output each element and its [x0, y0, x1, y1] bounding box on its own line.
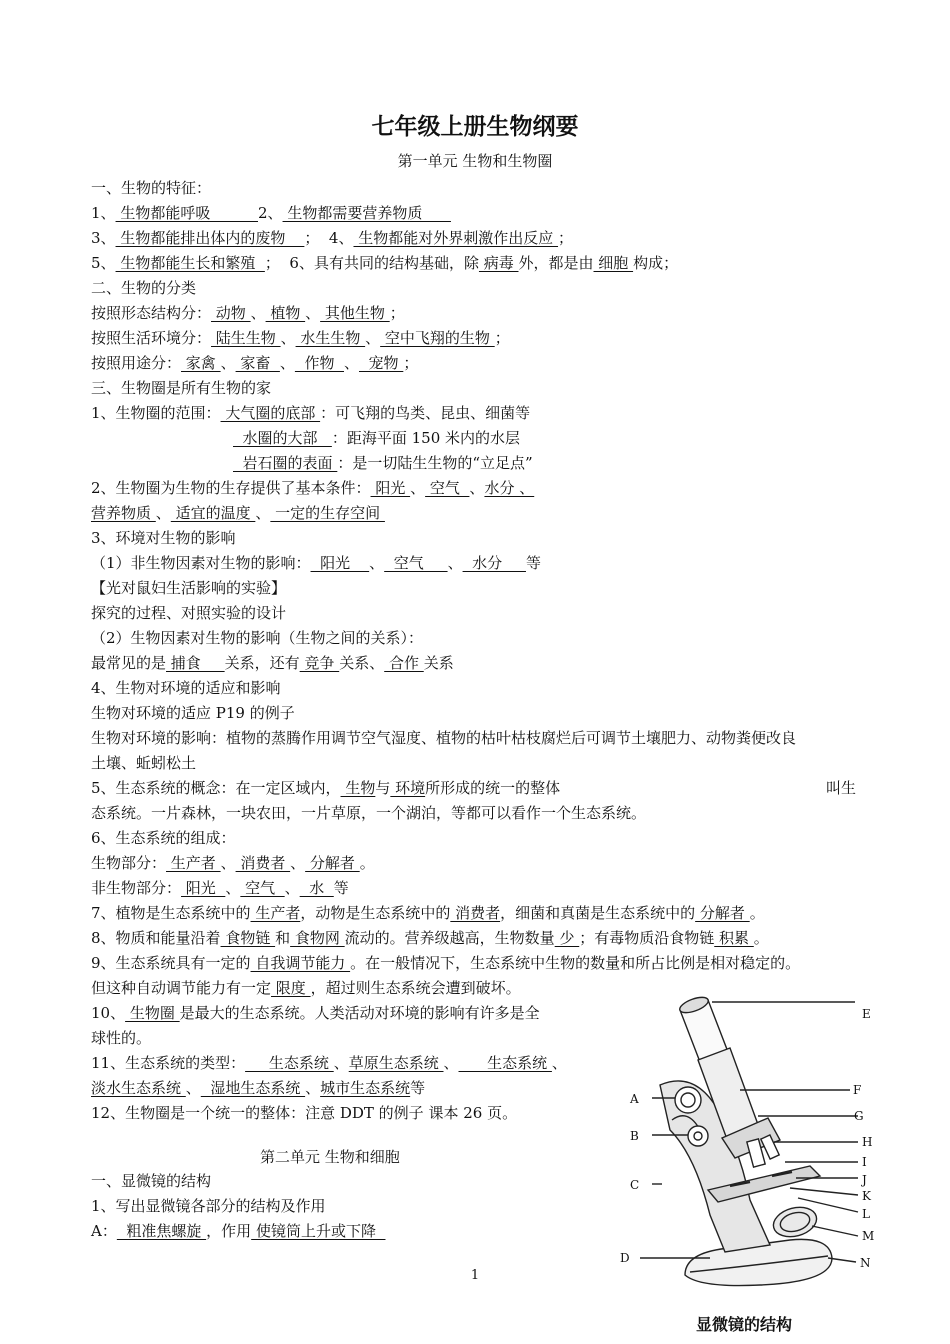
answer-blank: 空气 [384, 554, 448, 572]
answer-blank: 生物都能排出体内的废物 [115, 229, 305, 247]
line-text: 生物对环境的适应 P19 的例子 [91, 704, 295, 722]
line-text: 关系、 [339, 654, 385, 672]
answer-blank: 宠物 [359, 354, 404, 372]
answer-blank: 生物都能对外界刺激作出反应 [353, 229, 559, 247]
answer-blank: 水 [299, 879, 334, 897]
outline-line [91, 1003, 540, 1023]
line-text: ； [494, 329, 510, 347]
answer-blank: 生产者 [166, 854, 221, 872]
answer-blank: 生物 [340, 779, 376, 797]
label-K: K [862, 1189, 871, 1203]
line-text: 1、 [91, 204, 116, 222]
answer-blank: 空中飞翔的生物 [380, 329, 495, 347]
line-text: 按照用途分： [91, 354, 182, 372]
line-text: 等 [333, 879, 349, 897]
answer-blank: 水圈的大部 [233, 429, 332, 447]
line-text: 生物部分： [91, 854, 167, 872]
answer-blank: 城市生态系统 [320, 1079, 411, 1097]
line-text: ：距海平面 150 米内的水层 [331, 429, 521, 447]
answer-blank: 适宜的温度 [170, 504, 256, 522]
outline-line [91, 503, 385, 523]
line-text: 、 [443, 1054, 459, 1072]
line-text: 探究的过程、对照实验的设计 [91, 604, 287, 622]
line-text: 1、生物圈的范围： [91, 404, 221, 422]
outline-line [91, 928, 769, 948]
answer-blank: 生产者 [250, 904, 301, 922]
outline-line [91, 1103, 517, 1123]
line-text: ：是一切陆生生物的“立足点” [337, 454, 533, 472]
answer-blank: 环境 [390, 779, 426, 797]
line-text: （1）非生物因素对生物的影响： [91, 554, 311, 572]
microscope-diagram [600, 990, 900, 1295]
line-text: ，作用 [206, 1222, 252, 1240]
answer-blank: 草原生态系统 [348, 1054, 444, 1072]
answer-blank: 分解者 [305, 854, 360, 872]
outline-line [91, 953, 800, 973]
line-text: 与 [375, 779, 391, 797]
line-text: 但这种自动调节能力有一定 [91, 979, 272, 997]
line-text: 生物对环境的影响：植物的蒸腾作用调节空气湿度、植物的枯叶枯枝腐烂后可调节土壤肥力、动物粪便改良 [91, 729, 797, 747]
answer-blank: 食物网 [290, 929, 345, 947]
outline-line [91, 203, 451, 223]
outline-line [91, 903, 765, 923]
outline-line [91, 353, 418, 373]
answer-blank: 合作 [384, 654, 424, 672]
line-text: 、 [250, 304, 266, 322]
outline-line [91, 253, 678, 273]
answer-blank: 水分 、 [484, 479, 535, 497]
line-text: 、 [280, 329, 296, 347]
line-text: 7、植物是生态系统中的 [91, 904, 251, 922]
outline-line [91, 1221, 385, 1241]
page-number: 1 [470, 1268, 480, 1283]
line-text: 、 [305, 1079, 321, 1097]
line-text: 、 [220, 854, 236, 872]
line-text: 、 [333, 1054, 349, 1072]
line-text: 、 [410, 479, 426, 497]
answer-blank: 阳光 [181, 879, 226, 897]
label-A: A [630, 1092, 639, 1106]
line-text: 、 [469, 479, 485, 497]
line-text: 。 [753, 929, 769, 947]
line-text: 【光对鼠妇生活影响的实验】 [91, 579, 287, 597]
outline-line [91, 178, 211, 198]
line-text: 2、生物圈为生物的生存提供了基本条件： [91, 479, 371, 497]
answer-blank: 生态系统 [245, 1054, 334, 1072]
line-text: 11、生态系统的类型： [91, 1054, 246, 1072]
outline-line [91, 1053, 567, 1073]
line-text: 10、 [91, 1004, 126, 1022]
answer-blank: 阳光 [310, 554, 370, 572]
outline-line [233, 428, 520, 448]
outline-line [91, 1078, 425, 1098]
answer-blank: 使镜筒上升或下降 [251, 1222, 386, 1240]
outline-line [91, 603, 286, 623]
line-text: 6、生态系统的组成： [91, 829, 236, 847]
label-G: G [854, 1109, 864, 1123]
line-text: 、 [284, 879, 300, 897]
answer-blank: 湿地生态系统 [200, 1079, 306, 1097]
line-text: 1、写出显微镜各部分的结构及作用 [91, 1197, 326, 1215]
answer-blank: 病毒 [478, 254, 519, 272]
unit-heading-2: 第二单元 生物和细胞 [260, 1148, 400, 1166]
line-text: ； [558, 229, 574, 247]
line-text: 态系统。一片森林，一块农田，一片草原，一个湖泊，等都可以看作一个生态系统。 [91, 804, 647, 822]
answer-blank: 消费者 [450, 904, 501, 922]
answer-blank: 陆生生物 [211, 329, 281, 347]
line-text: 、 [447, 554, 463, 572]
microscope-figure [600, 990, 900, 1295]
outline-line [91, 1171, 211, 1191]
answer-blank: 其他生物 [320, 304, 390, 322]
page-title: 七年级上册生物纲要 [371, 114, 579, 140]
outline-line [91, 978, 521, 998]
line-text: 一、显微镜的结构 [91, 1172, 212, 1190]
line-text: 非生物部分： [91, 879, 182, 897]
line-text: （2）生物因素对生物的影响（生物之间的关系）： [91, 629, 424, 647]
line-text: 3、 [91, 229, 116, 247]
outline-line [91, 653, 454, 673]
outline-line [91, 753, 196, 773]
line-text: 2、 [258, 204, 283, 222]
answer-blank: 积累 [714, 929, 754, 947]
line-text: 、 [551, 1054, 567, 1072]
line-text: 最常见的是 [91, 654, 167, 672]
line-text: 。在一般情况下，生态系统中生物的数量和所占比例是相对稳定的。 [350, 954, 801, 972]
line-text: 。 [359, 854, 375, 872]
outline-line [91, 853, 375, 873]
line-text: 按照形态结构分： [91, 304, 212, 322]
line-text: 5、生态系统的概念：在一定区域内， [91, 779, 341, 797]
outline-line [91, 328, 510, 348]
label-B: B [630, 1129, 639, 1143]
outline-line [91, 628, 423, 648]
line-text: 5、 [91, 254, 116, 272]
outline-line [91, 878, 349, 898]
line-text: 12、生物圈是一个统一的整体：注意 DDT 的例子 课本 26 页。 [91, 1104, 518, 1122]
line-text: 。 [749, 904, 765, 922]
outline-line [91, 803, 646, 823]
answer-blank: 生物圈 [125, 1004, 180, 1022]
answer-blank: 粗准焦螺旋 [116, 1222, 207, 1240]
answer-blank: 家畜 [235, 354, 280, 372]
label-F: F [853, 1083, 862, 1097]
line-text: 是最大的生态系统。人类活动对环境的影响有许多是全 [179, 1004, 540, 1022]
figure-caption: 显微镜的结构 [696, 1315, 793, 1334]
answer-blank: 自我调节能力 [250, 954, 351, 972]
label-H: H [862, 1135, 873, 1149]
line-text: 、 [305, 304, 321, 322]
line-text: 关系 [423, 654, 454, 672]
label-D: D [620, 1251, 630, 1265]
answer-blank: 作物 [294, 354, 344, 372]
outline-line [91, 578, 286, 598]
answer-blank: 空气 [240, 879, 285, 897]
label-M: M [862, 1229, 875, 1243]
outline-line [91, 1196, 326, 1216]
line-text: 、 [220, 354, 236, 372]
line-text: ，细菌和真菌是生态系统中的 [500, 904, 696, 922]
line-text: 、 [365, 329, 381, 347]
line-text: 关系，还有 [224, 654, 300, 672]
answer-blank: 少 [554, 929, 580, 947]
line-text: 、 [225, 879, 241, 897]
line-text: 土壤、蚯蚓松土 [91, 754, 197, 772]
outline-line [91, 703, 295, 723]
outline-line [91, 228, 573, 248]
line-text: 9、生态系统具有一定的 [91, 954, 251, 972]
line-text: 构成； [633, 254, 679, 272]
answer-blank: 营养物质 [91, 504, 156, 522]
label-E: E [862, 1007, 871, 1021]
outline-line [91, 553, 541, 573]
line-text: 等 [525, 554, 541, 572]
line-text: 一、生物的特征： [91, 179, 212, 197]
answer-blank: 水生生物 [295, 329, 366, 347]
outline-line [91, 278, 196, 298]
answer-blank: 岩石圈的表面 [233, 454, 338, 472]
label-C: C [630, 1178, 640, 1192]
outline-line [91, 828, 236, 848]
answer-blank: 细胞 [593, 254, 634, 272]
answer-blank: 水分 [462, 554, 526, 572]
answer-blank: 家禽 [181, 354, 221, 372]
line-text: 三、生物圈是所有生物的家 [91, 379, 272, 397]
line-text: A： [91, 1222, 117, 1240]
line-text: 等 [410, 1079, 426, 1097]
line-text: ； [389, 304, 405, 322]
line-text: ：可飞翔的鸟类、昆虫、细菌等 [320, 404, 531, 422]
answer-blank: 阳光 [370, 479, 411, 497]
line-text: ，超过则生态系统会遭到破坏。 [310, 979, 521, 997]
outline-line [91, 778, 560, 798]
line-text: 所形成的统一的整体 [425, 779, 561, 797]
answer-blank: 生物都能呼吸 [115, 204, 258, 222]
outline-line [91, 378, 271, 398]
line-text: 、 [255, 504, 271, 522]
line-text: 、 [343, 354, 359, 372]
answer-blank: 动物 [211, 304, 251, 322]
answer-blank: 生态系统 [458, 1054, 552, 1072]
label-I: I [862, 1155, 867, 1169]
line-text: ； 4、 [304, 229, 354, 247]
line-text: 流动的。营养级越高，生物数量 [344, 929, 555, 947]
outline-line [91, 728, 796, 748]
line-text: 球性的。 [91, 1029, 152, 1047]
answer-blank: 一定的生存空间 [270, 504, 385, 522]
line-text: 、 [279, 354, 295, 372]
line-text: 、 [290, 854, 306, 872]
answer-blank: 捕食 [166, 654, 225, 672]
answer-blank: 大气圈的底部 [220, 404, 321, 422]
line-text: ； 6、具有共同的结构基础，除 [264, 254, 479, 272]
answer-blank: 生物都能生长和繁殖 [115, 254, 265, 272]
label-N: N [860, 1256, 871, 1270]
line-text: 外，都是由 [518, 254, 594, 272]
line-text: 、 [185, 1079, 201, 1097]
side-text: 叫生 [826, 779, 857, 797]
outline-line [91, 678, 281, 698]
line-text: 4、生物对环境的适应和影响 [91, 679, 281, 697]
answer-blank: 淡水生态系统 [91, 1079, 186, 1097]
outline-line [91, 403, 530, 423]
answer-blank: 消费者 [235, 854, 291, 872]
outline-line [91, 478, 534, 498]
label-L: L [862, 1207, 870, 1221]
line-text: 按照生活环境分： [91, 329, 212, 347]
outline-line [91, 303, 405, 323]
unit-heading-1: 第一单元 生物和生物圈 [397, 152, 553, 170]
outline-line [91, 528, 236, 548]
answer-blank: 限度 [271, 979, 311, 997]
line-text: ； [403, 354, 419, 372]
line-text: 二、生物的分类 [91, 279, 197, 297]
answer-blank: 植物 [265, 304, 306, 322]
line-text: 、 [155, 504, 171, 522]
line-text: ；有毒物质沿食物链 [579, 929, 715, 947]
answer-blank: 竞争 [299, 654, 340, 672]
line-text: ，动物是生态系统中的 [300, 904, 451, 922]
answer-blank: 空气 [425, 479, 470, 497]
label-J: J [862, 1173, 867, 1187]
outline-line [233, 453, 533, 473]
answer-blank: 分解者 [695, 904, 750, 922]
line-text: 3、环境对生物的影响 [91, 529, 236, 547]
line-text: 8、物质和能量沿着 [91, 929, 221, 947]
answer-blank: 生物都需要营养物质 [282, 204, 451, 222]
answer-blank: 食物链 [220, 929, 276, 947]
outline-line [91, 1028, 151, 1048]
line-text: 和 [275, 929, 291, 947]
line-text: 、 [369, 554, 385, 572]
